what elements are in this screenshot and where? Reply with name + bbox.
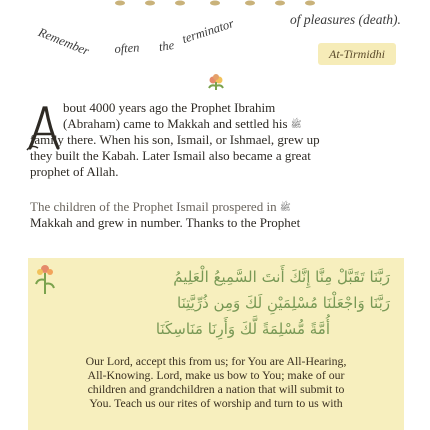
source-badge: At-Tirmidhi (318, 43, 396, 65)
article-line: bout 4000 years ago the Prophet Ibrahim (63, 100, 276, 115)
dua-translation-line: All-Knowing. Lord, make us bow to You; make of our (87, 368, 345, 382)
arabic-line: رَبَّنَا تَقَبَّلْ مِنَّا إِنَّكَ أَنتَ السَّمِيعُ الْعَلِيمُ (173, 268, 390, 286)
arabic-verse (70, 268, 390, 348)
article-line: prophet of Allah. (30, 164, 119, 179)
article-line-text: The children of the Prophet Ismail prospered in (30, 199, 277, 214)
hadith-word: terminator (180, 16, 236, 47)
hadith-word: often (113, 40, 140, 57)
arabic-line: أُمَّةً مُّسْلِمَةً لَّكَ وَأَرِنَا مَنَاسِكَنَا (155, 320, 330, 338)
floral-ornament-icon (32, 262, 58, 296)
hadith-word: Remember (36, 25, 92, 59)
article-line-text: (Abraham) came to Makkah and settled his (63, 116, 288, 131)
arabic-line: رَبَّنَا وَاجْعَلْنَا مُسْلِمَيْنِ لَكَ وَمِن ذُرِّيَّتِنَا (177, 294, 390, 312)
honorific-symbol: ﷺ (279, 202, 291, 212)
article-line (63, 116, 302, 133)
hadith-word: the (157, 38, 175, 55)
dua-translation-line: children and grandchildren a nation that will submit to (87, 382, 345, 396)
dua-translation-line: You. Teach us our rites of worship and turn to us with (89, 396, 343, 410)
article-line: they built the Kabah. Later Ismail also became a great (30, 148, 311, 163)
top-ornament-border (0, 0, 430, 10)
flower-icon (205, 72, 227, 94)
hadith-tail: of pleasures (death). (290, 12, 401, 27)
article-line: Makkah and grew in number. Thanks to the Prophet (30, 215, 301, 230)
article-line: family there. When his son, Ismail, or Ishmael, grew up (30, 132, 320, 147)
article-line (30, 199, 291, 216)
dua-translation-line: Our Lord, accept this from us; for You are All-Hearing, (85, 354, 347, 368)
honorific-symbol: ﷺ (290, 119, 302, 129)
